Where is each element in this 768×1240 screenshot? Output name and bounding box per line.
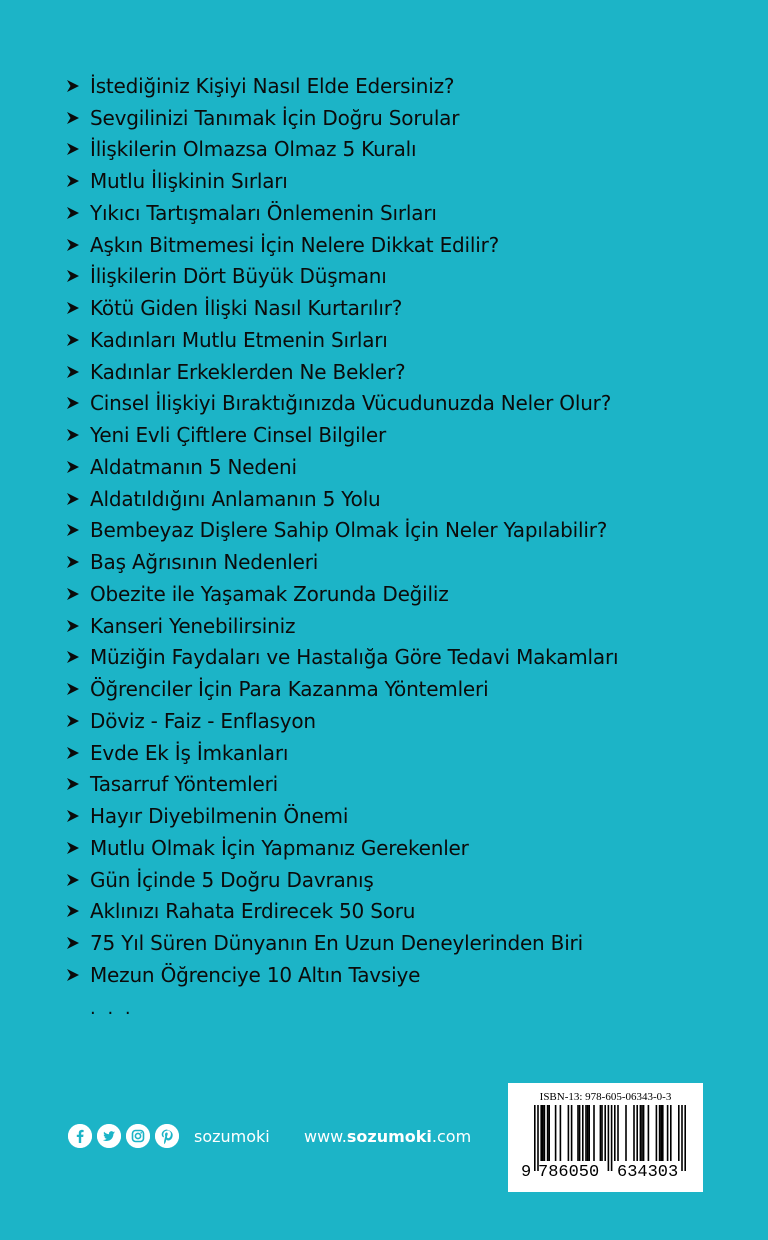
list-item-text: Aşkın Bitmemesi İçin Nelere Dikkat Edilir? [90, 232, 500, 257]
list-item [66, 927, 618, 959]
list-item-text: Kadınlar Erkeklerden Ne Bekler? [90, 359, 406, 384]
list-item-text: Kanseri Yenebilirsiniz [90, 613, 296, 638]
arrow-bullet-icon [66, 682, 90, 696]
website-brand: sozumoki [346, 1127, 432, 1146]
arrow-bullet-icon [66, 809, 90, 823]
barcode-bar [640, 1105, 642, 1161]
list-item-text: Sevgilinizi Tanımak İçin Doğru Sorular [90, 105, 460, 130]
barcode-bar [614, 1105, 616, 1161]
barcode-bar [568, 1105, 570, 1161]
ean-first-digit: 9 [521, 1163, 532, 1182]
arrow-bullet-icon [66, 142, 90, 156]
list-item [66, 165, 618, 197]
arrow-bullet-icon [66, 365, 90, 379]
list-item-text: Öğrenciler İçin Para Kazanma Yöntemleri [90, 677, 489, 702]
arrow-bullet-icon [66, 111, 90, 125]
list-item-text: Gün İçinde 5 Doğru Davranış [90, 867, 374, 892]
barcode-bar [537, 1105, 539, 1171]
barcode-bar [660, 1105, 662, 1161]
arrow-bullet-icon [66, 396, 90, 410]
list-item-text: Aldatıldığını Anlamanın 5 Yolu [90, 486, 381, 511]
list-item-text: Mutlu Olmak İçin Yapmanız Gerekenler [90, 835, 469, 860]
barcode-bar [648, 1105, 650, 1161]
list-item [66, 769, 618, 801]
barcode-bar [587, 1105, 589, 1161]
arrow-bullet-icon [66, 777, 90, 791]
arrow-bullet-icon [66, 428, 90, 442]
list-item-text: Tasarruf Yöntemleri [90, 772, 278, 797]
list-item [66, 483, 618, 515]
barcode-bar [662, 1105, 664, 1161]
barcode-bar [667, 1105, 669, 1161]
barcode-bar [608, 1105, 610, 1171]
list-item [66, 419, 618, 451]
barcode-bar [678, 1105, 680, 1161]
list-item [66, 959, 618, 991]
list-item [66, 134, 618, 166]
list-item [66, 197, 618, 229]
arrow-bullet-icon [66, 587, 90, 601]
ean-left-group: 786050 [538, 1163, 600, 1182]
arrow-bullet-icon [66, 79, 90, 93]
arrow-bullet-icon [66, 174, 90, 188]
arrow-bullet-icon [66, 968, 90, 982]
barcode-bar [601, 1105, 603, 1161]
arrow-bullet-icon [66, 333, 90, 347]
list-item-text: Müziğin Faydaları ve Hastalığa Göre Tedavi Makamları [90, 645, 619, 670]
barcode-bar [544, 1105, 546, 1161]
arrow-bullet-icon [66, 873, 90, 887]
barcode-bar [560, 1105, 562, 1161]
facebook-icon[interactable] [68, 1124, 92, 1148]
list-item-text: Evde Ek İş İmkanları [90, 740, 289, 765]
more-ellipsis: . . . [90, 998, 134, 1019]
list-item [66, 896, 618, 928]
arrow-bullet-icon [66, 936, 90, 950]
barcode-bar [604, 1105, 606, 1161]
list-item-text: Obezite ile Yaşamak Zorunda Değiliz [90, 581, 449, 606]
arrow-bullet-icon [66, 650, 90, 664]
arrow-bullet-icon [66, 492, 90, 506]
list-item [66, 324, 618, 356]
barcode-bar [681, 1105, 683, 1171]
arrow-bullet-icon [66, 841, 90, 855]
barcode-bar [636, 1105, 638, 1161]
barcode-bar [588, 1105, 590, 1161]
list-item [66, 261, 618, 293]
barcode-bar [547, 1105, 549, 1161]
list-item [66, 864, 618, 896]
barcode-bar [670, 1105, 672, 1161]
arrow-bullet-icon [66, 555, 90, 569]
barcode-bar [548, 1105, 550, 1161]
barcode-bar [585, 1105, 587, 1161]
barcode-bar [684, 1105, 686, 1171]
list-item-text: 75 Yıl Süren Dünyanın En Uzun Deneylerinden Biri [90, 931, 583, 956]
website-prefix: www. [304, 1127, 347, 1146]
list-item-text: Kötü Giden İlişki Nasıl Kurtarılır? [90, 296, 403, 321]
list-item [66, 515, 618, 547]
list-item-text: Döviz - Faiz - Enflasyon [90, 708, 316, 733]
barcode-bar [593, 1105, 595, 1161]
twitter-icon[interactable] [97, 1124, 121, 1148]
arrow-bullet-icon [66, 523, 90, 537]
barcode-bar [555, 1105, 557, 1161]
barcode-bar [540, 1105, 542, 1161]
list-item-text: Aldatmanın 5 Nedeni [90, 454, 297, 479]
list-item-text: Cinsel İlişkiyi Bıraktığınızda Vücudunuzda Neler Olur? [90, 391, 612, 416]
list-item [66, 832, 618, 864]
isbn-label: ISBN-13: 978-605-06343-0-3 [539, 1091, 672, 1103]
list-item [66, 673, 618, 705]
website-link[interactable] [304, 1127, 471, 1146]
barcode-bar [611, 1105, 613, 1171]
contents-list [66, 70, 618, 991]
barcode-bar [633, 1105, 635, 1161]
list-item [66, 451, 618, 483]
list-item-text: Aklınızı Rahata Erdirecek 50 Soru [90, 899, 416, 924]
list-item [66, 800, 618, 832]
barcode-bar [625, 1105, 627, 1161]
list-item-text: Baş Ağrısının Nedenleri [90, 550, 319, 575]
list-item-text: İlişkilerin Dört Büyük Düşmanı [90, 264, 387, 289]
arrow-bullet-icon [66, 301, 90, 315]
list-item [66, 610, 618, 642]
list-item-text: İstediğiniz Kişiyi Nasıl Elde Edersiniz? [90, 73, 455, 98]
arrow-bullet-icon [66, 206, 90, 220]
arrow-bullet-icon [66, 269, 90, 283]
list-item-text: İlişkilerin Olmazsa Olmaz 5 Kuralı [90, 137, 417, 162]
list-item [66, 388, 618, 420]
social-handle[interactable]: sozumoki [194, 1126, 270, 1146]
barcode-bar [582, 1105, 584, 1161]
list-item [66, 229, 618, 261]
list-item-text: Hayır Diyebilmenin Önemi [90, 804, 349, 829]
ean-right-group: 634303 [617, 1163, 679, 1182]
barcode-bar [579, 1105, 581, 1161]
list-item [66, 102, 618, 134]
barcode-bar [571, 1105, 573, 1161]
barcode-bar [542, 1105, 544, 1161]
social-links [68, 1124, 270, 1148]
arrow-bullet-icon [66, 460, 90, 474]
list-item-text: Kadınları Mutlu Etmenin Sırları [90, 327, 388, 352]
arrow-bullet-icon [66, 619, 90, 633]
barcode-bar [600, 1105, 602, 1161]
arrow-bullet-icon [66, 904, 90, 918]
list-item-text: Bembeyaz Dişlere Sahip Olmak İçin Neler Yapılabilir? [90, 518, 608, 543]
barcode-bar [656, 1105, 658, 1161]
barcode-bar [641, 1105, 643, 1161]
pinterest-icon[interactable] [155, 1124, 179, 1148]
barcode-bar [643, 1105, 645, 1161]
list-item [66, 356, 618, 388]
website-suffix: .com [431, 1127, 472, 1146]
list-item [66, 737, 618, 769]
instagram-icon[interactable] [126, 1124, 150, 1148]
list-item [66, 70, 618, 102]
list-item-text: Mezun Öğrenciye 10 Altın Tavsiye [90, 962, 421, 987]
arrow-bullet-icon [66, 714, 90, 728]
list-item-text: Mutlu İlişkinin Sırları [90, 169, 288, 194]
list-item-text: Yeni Evli Çiftlere Cinsel Bilgiler [90, 423, 386, 448]
barcode-bar [534, 1105, 536, 1171]
isbn-barcode [508, 1083, 703, 1192]
list-item [66, 642, 618, 674]
arrow-bullet-icon [66, 746, 90, 760]
arrow-bullet-icon [66, 238, 90, 252]
list-item [66, 705, 618, 737]
barcode-bar [577, 1105, 579, 1161]
barcode-bar [659, 1105, 661, 1161]
barcode-bar [617, 1105, 619, 1161]
list-item-text: Yıkıcı Tartışmaları Önlemenin Sırları [90, 200, 437, 225]
list-item [66, 578, 618, 610]
list-item [66, 546, 618, 578]
list-item [66, 292, 618, 324]
